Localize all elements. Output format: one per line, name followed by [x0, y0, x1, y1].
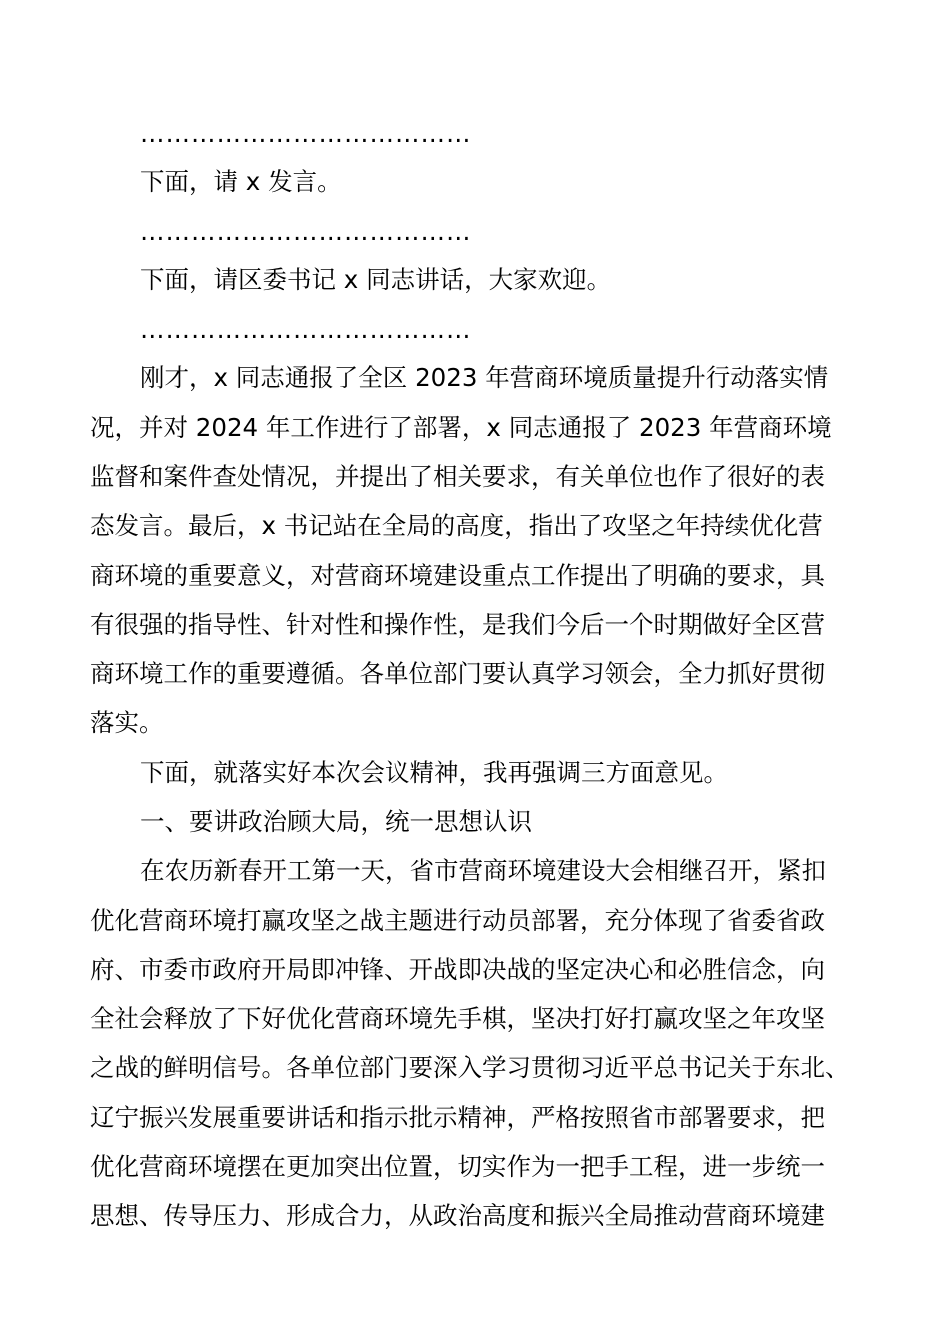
paragraph-line: 辽宁振兴发展重要讲话和指示批示精神，严格按照省市部署要求，把 [90, 1103, 825, 1132]
section-heading: 一、要讲政治顾大局，统一思想认识 [140, 807, 532, 836]
separator-dots: ………………………………… [140, 217, 472, 246]
paragraph-line: 落实。 [90, 708, 164, 737]
paragraph-line: 有很强的指导性、针对性和操作性，是我们今后一个时期做好全区营 [90, 610, 825, 639]
paragraph-line: 府、市委市政府开局即冲锋、开战即决战的坚定决心和必胜信念，向 [90, 955, 825, 984]
paragraph-line: 刚才，x 同志通报了全区 2023 年营商环境质量提升行动落实情 [140, 363, 829, 392]
paragraph-line: 商环境工作的重要遵循。各单位部门要认真学习领会，全力抓好贯彻 [90, 659, 825, 688]
paragraph-line: 优化营商环境摆在更加突出位置，切实作为一把手工程，进一步统一 [90, 1152, 825, 1181]
paragraph-line: 之战的鲜明信号。各单位部门要深入学习贯彻习近平总书记关于东北、 [90, 1053, 850, 1082]
paragraph-line: 思想、传导压力、形成合力，从政治高度和振兴全局推动营商环境建 [90, 1201, 825, 1230]
separator-dots: ………………………………… [140, 119, 472, 148]
separator-dots: ………………………………… [140, 315, 472, 344]
paragraph-line: 全社会释放了下好优化营商环境先手棋，坚决打好打赢攻坚之年攻坚 [90, 1004, 825, 1033]
paragraph-line: 在农历新春开工第一天，省市营商环境建设大会相继召开，紧扣 [140, 856, 826, 885]
paragraph-line: 况，并对 2024 年工作进行了部署，x 同志通报了 2023 年营商环境 [90, 413, 832, 442]
paragraph-line: 监督和案件查处情况，并提出了相关要求，有关单位也作了很好的表 [90, 462, 825, 491]
paragraph-line: 商环境的重要意义，对营商环境建设重点工作提出了明确的要求，具 [90, 561, 825, 590]
paragraph-line: 优化营商环境打赢攻坚之战主题进行动员部署，充分体现了省委省政 [90, 906, 825, 935]
paragraph-line: 下面，请 x 发言。 [140, 167, 342, 196]
paragraph-line: 态发言。最后，x 书记站在全局的高度，指出了攻坚之年持续优化营 [90, 511, 823, 540]
paragraph-line: 下面，就落实好本次会议精神，我再强调三方面意见。 [140, 758, 728, 787]
paragraph-line: 下面，请区委书记 x 同志讲话，大家欢迎。 [140, 265, 612, 294]
